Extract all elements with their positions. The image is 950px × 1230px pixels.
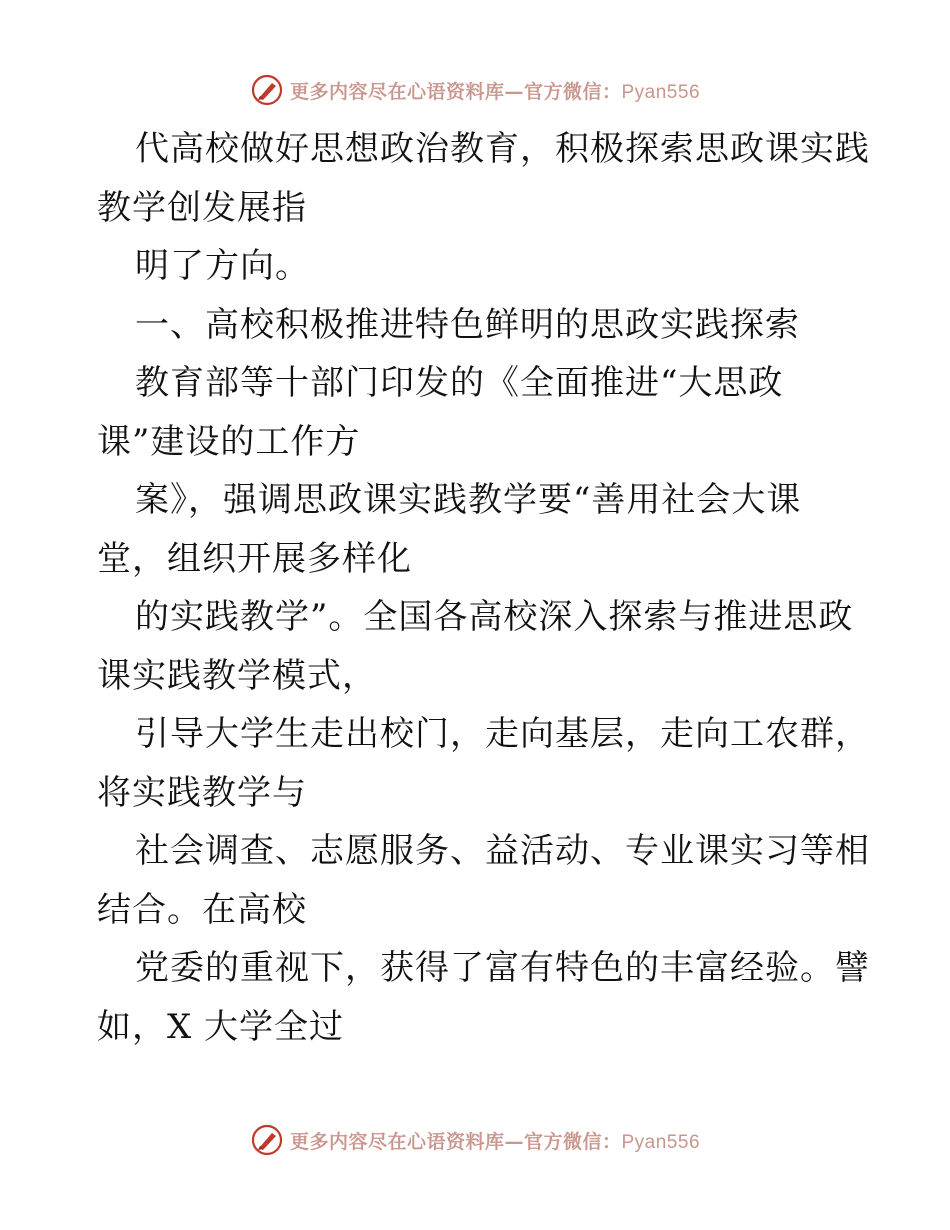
paragraph-line: 社会调查、志愿服务、益活动、专业课实习等相 — [135, 831, 870, 871]
paragraph-line: 明了方向。 — [135, 246, 310, 286]
watermark-text: 更多内容尽在心语资料库—官方微信：Pyan556 — [289, 1130, 701, 1153]
pen-nib-circle-icon — [250, 73, 284, 107]
document-body — [97, 120, 870, 1056]
paragraph-line: 将实践教学与 — [97, 772, 307, 813]
pen-nib-circle-icon — [250, 1123, 284, 1157]
paragraph-line: 课”建设的工作方 — [97, 421, 361, 462]
paragraph-line: 引导大学生走出校门，走向基层，走向工农群， — [135, 714, 870, 754]
header-watermark — [0, 70, 950, 110]
paragraph-line: 代高校做好思想政治教育，积极探索思政课实践 — [135, 129, 870, 169]
paragraph-line: 结合。在高校 — [97, 889, 307, 930]
paragraph-line: 如，X 大学全过 — [97, 1006, 345, 1047]
watermark-text: 更多内容尽在心语资料库—官方微信：Pyan556 — [289, 80, 701, 103]
section-heading: 一、高校积极推进特色鲜明的思政实践探索 — [135, 304, 800, 345]
paragraph-line: 案》，强调思政课实践教学要“善用社会大课 — [135, 480, 802, 520]
paragraph-line: 党委的重视下，获得了富有特色的丰富经验。譬 — [135, 948, 870, 988]
paragraph-line: 教学创发展指 — [97, 187, 307, 228]
paragraph-line: 教育部等十部门印发的《全面推进“大思政 — [135, 363, 784, 403]
paragraph-line: 的实践教学”。全国各高校深入探索与推进思政 — [135, 597, 854, 637]
footer-watermark — [0, 1120, 950, 1160]
paragraph-line: 课实践教学模式， — [97, 655, 377, 696]
paragraph-line: 堂，组织开展多样化 — [97, 538, 412, 579]
